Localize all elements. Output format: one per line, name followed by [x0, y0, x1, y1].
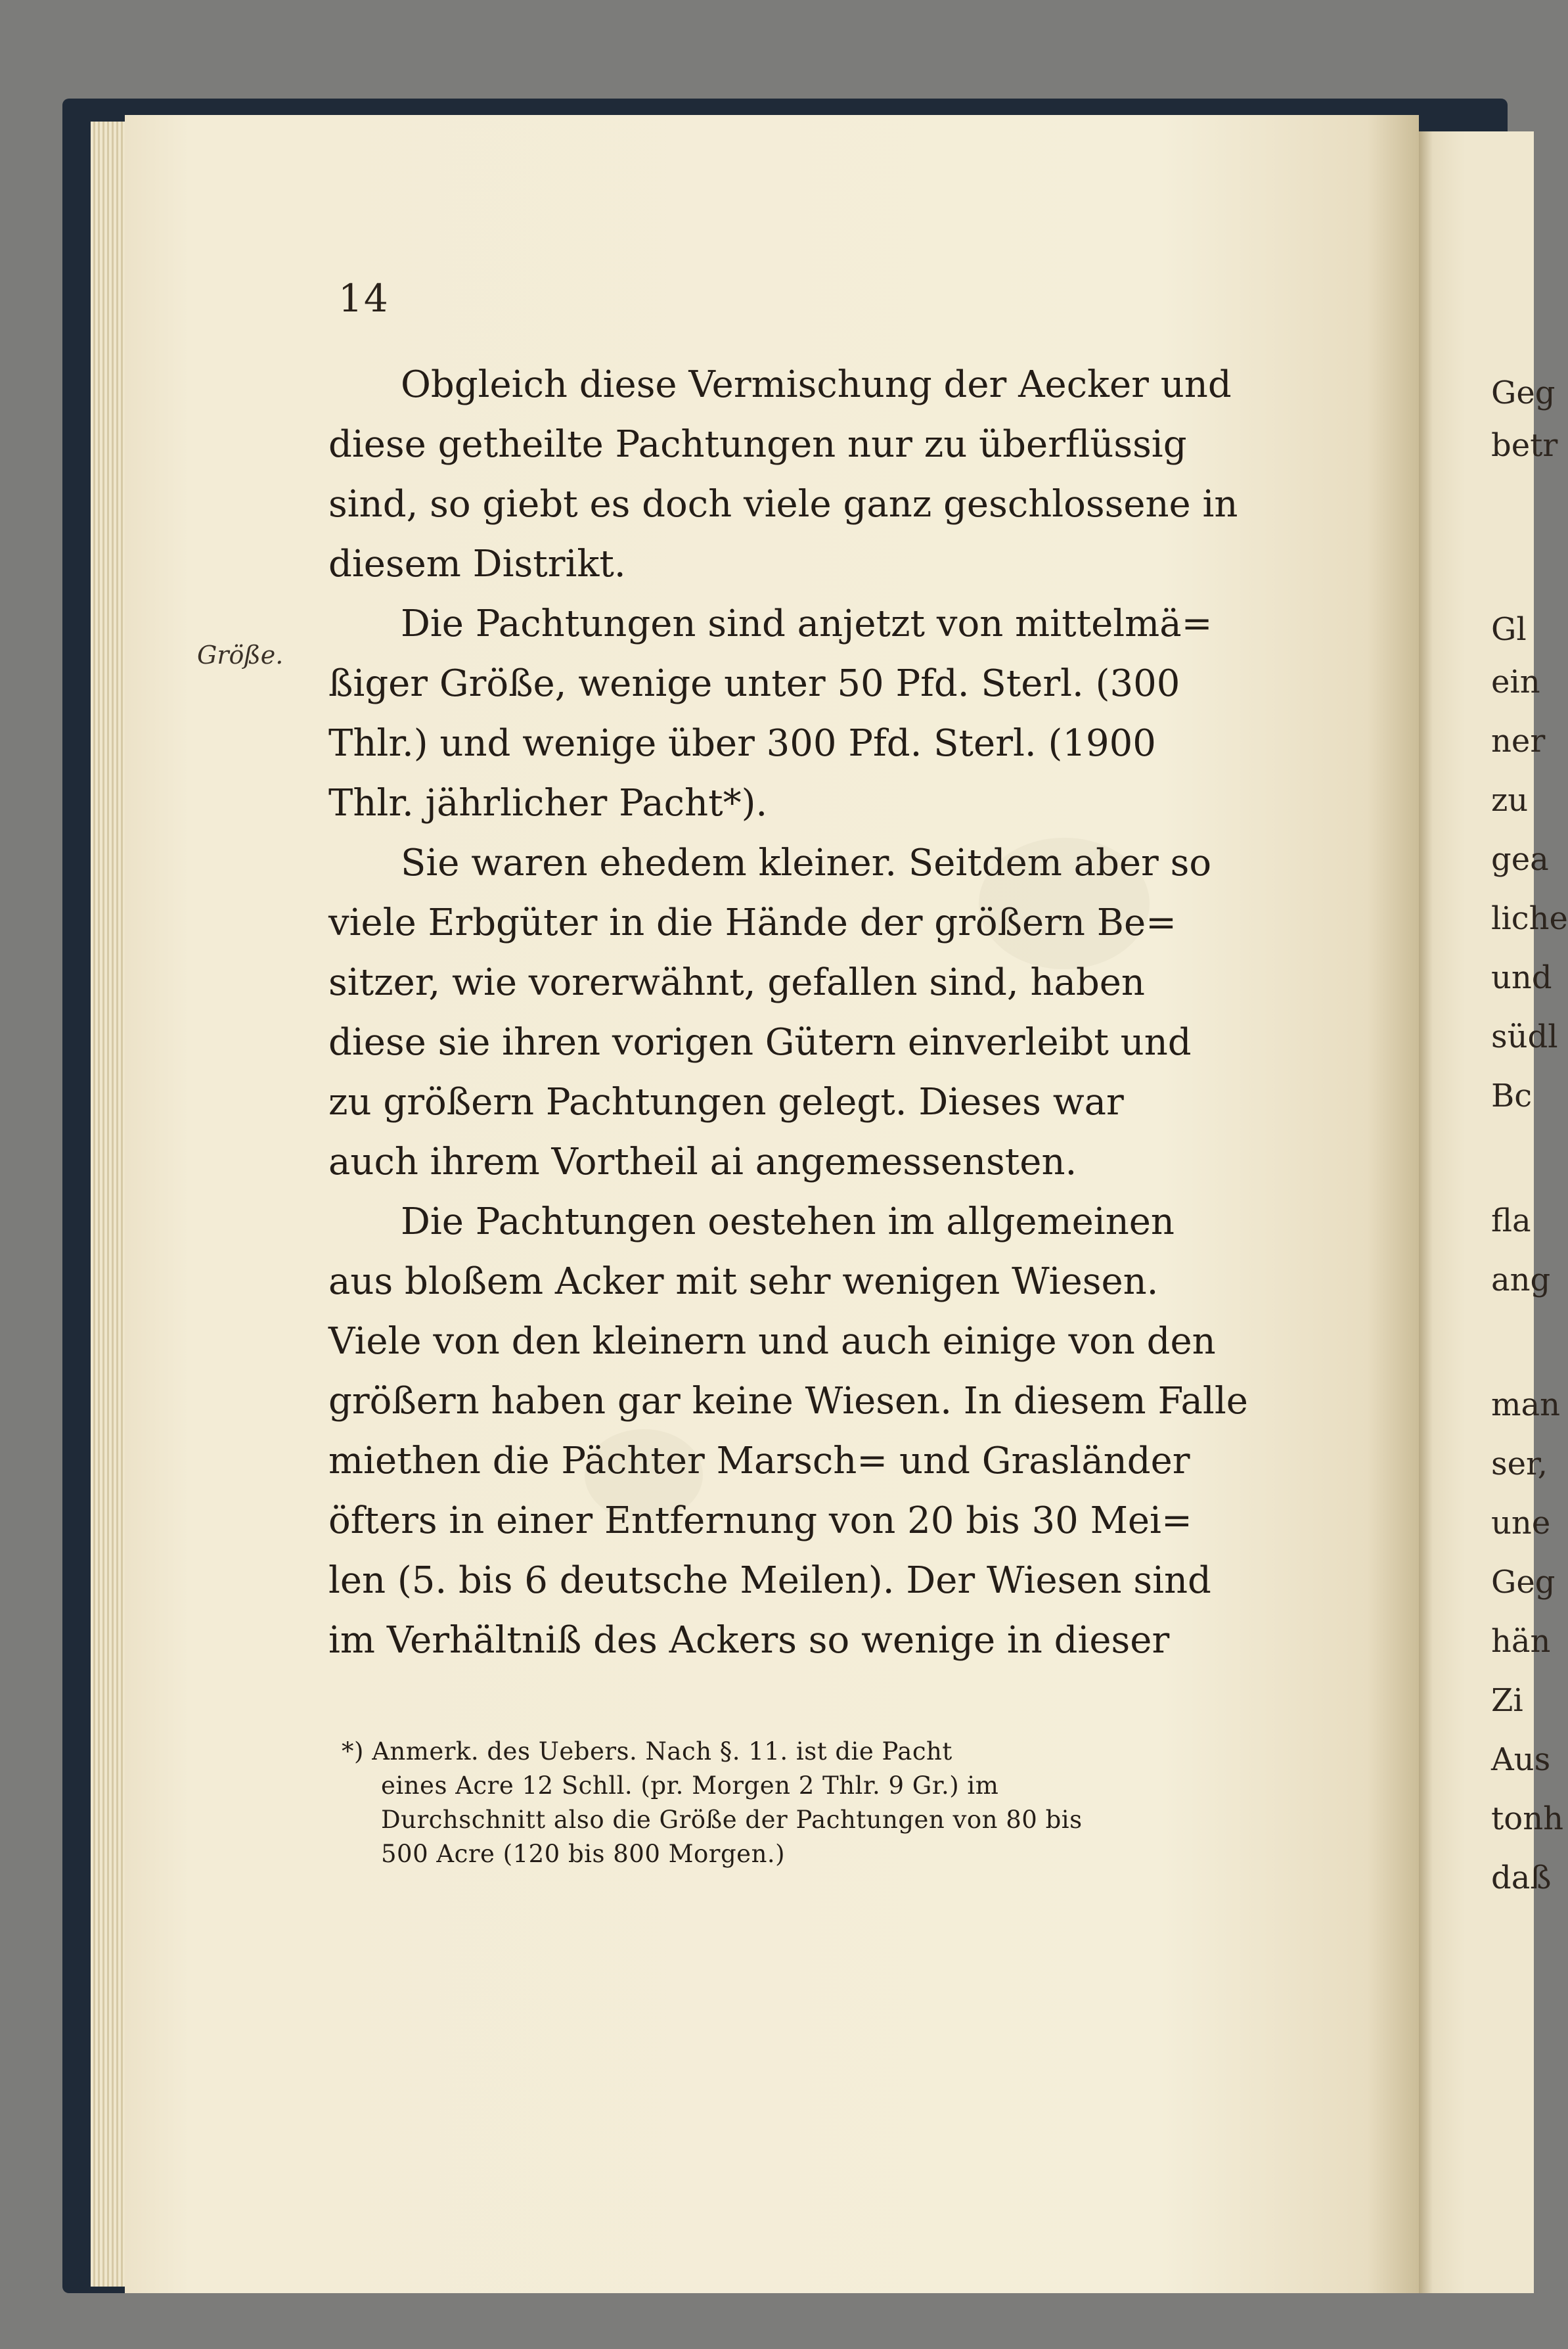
right-page-fragment: Geg	[1491, 1564, 1556, 1601]
text-line: Die Pachtungen oestehen im allgemeinen	[401, 1200, 1175, 1243]
text-line: aus bloßem Acker mit sehr wenigen Wiesen.	[328, 1260, 1159, 1303]
footnote-line: Durchschnitt also die Größe der Pachtungen von 80 bis	[381, 1806, 1083, 1834]
right-page-fragment: Geg	[1491, 375, 1556, 411]
text-line: len (5. bis 6 deutsche Meilen). Der Wiesen sind	[328, 1559, 1211, 1602]
footnote	[328, 1735, 1143, 1871]
text-line: miethen die Pächter Marsch= und Grasländer	[328, 1440, 1190, 1482]
right-page-fragment: ser,	[1491, 1446, 1548, 1482]
text-line: ßiger Größe, wenige unter 50 Pfd. Sterl. (300	[328, 662, 1180, 705]
right-page-fragment: ang	[1491, 1262, 1551, 1298]
text-line: sitzer, wie vorerwähnt, gefallen sind, haben	[328, 961, 1145, 1004]
right-page-fragment: betr	[1491, 427, 1558, 464]
page-edges	[91, 122, 127, 2287]
right-page-fragment: Bc	[1491, 1078, 1533, 1114]
right-page-fragment: Gl	[1491, 611, 1527, 648]
text-line: diese getheilte Pachtungen nur zu überflüssig	[328, 423, 1187, 466]
right-page-fragment: Aus	[1491, 1741, 1551, 1778]
paragraph	[328, 594, 1213, 833]
margin-note: Größe.	[197, 641, 284, 670]
right-page-fragment: hän	[1491, 1623, 1551, 1660]
text-line: sind, so giebt es doch viele ganz geschlossene in	[328, 483, 1238, 526]
text-line: Thlr.) und wenige über 300 Pfd. Sterl. (1900	[328, 722, 1156, 765]
body-text	[328, 355, 1248, 1670]
right-page-fragment: ner	[1491, 723, 1546, 760]
paragraph	[328, 1192, 1248, 1670]
text-line: im Verhältniß des Ackers so wenige in dieser	[328, 1619, 1170, 1662]
text-line: diesem Distrikt.	[328, 543, 626, 585]
footnote-line: eines Acre 12 Schll. (pr. Morgen 2 Thlr. 9 Gr.) im	[381, 1771, 999, 1800]
text-line: zu größern Pachtungen gelegt. Dieses war	[328, 1081, 1124, 1124]
right-page-fragment: une	[1491, 1505, 1551, 1541]
right-page-fragment: daß	[1491, 1859, 1552, 1896]
text-line: größern haben gar keine Wiesen. In diesem Falle	[328, 1380, 1248, 1423]
text-line: viele Erbgüter in die Hände der größern Be=	[328, 901, 1177, 944]
right-page-fragment: liche	[1491, 900, 1568, 937]
right-page-fragment: ein	[1491, 664, 1540, 700]
page-number: 14	[338, 276, 390, 321]
text-line: Die Pachtungen sind anjetzt von mittelmä=	[401, 603, 1213, 645]
right-page-fragment: zu	[1491, 782, 1529, 819]
right-page-fragment: gea	[1491, 841, 1549, 878]
text-line: Viele von den kleinern und auch einige von den	[328, 1320, 1216, 1363]
text-line: Obgleich diese Vermischung der Aecker und	[401, 363, 1232, 406]
text-line: Sie waren ehedem kleiner. Seitdem aber so	[401, 842, 1212, 884]
right-page-fragment: südl	[1491, 1018, 1558, 1055]
paragraph	[328, 355, 1238, 594]
text-line: diese sie ihren vorigen Gütern einverleibt und	[328, 1021, 1192, 1064]
text-line: öfters in einer Entfernung von 20 bis 30 Mei=	[328, 1499, 1192, 1542]
paragraph	[328, 833, 1212, 1192]
right-page-fragment: und	[1491, 959, 1552, 996]
footnote-line: 500 Acre (120 bis 800 Morgen.)	[381, 1840, 786, 1868]
text-line: auch ihrem Vortheil ai angemessensten.	[328, 1141, 1077, 1183]
text-line: Thlr. jährlicher Pacht*).	[328, 782, 768, 825]
footnote-line: *) Anmerk. des Uebers. Nach §. 11. ist die Pacht	[342, 1737, 952, 1766]
right-page-fragment: fla	[1491, 1202, 1531, 1239]
right-page-fragment: tonh	[1491, 1800, 1564, 1837]
right-page-fragment: Zi	[1491, 1682, 1523, 1719]
right-page-fragment: man	[1491, 1386, 1561, 1423]
